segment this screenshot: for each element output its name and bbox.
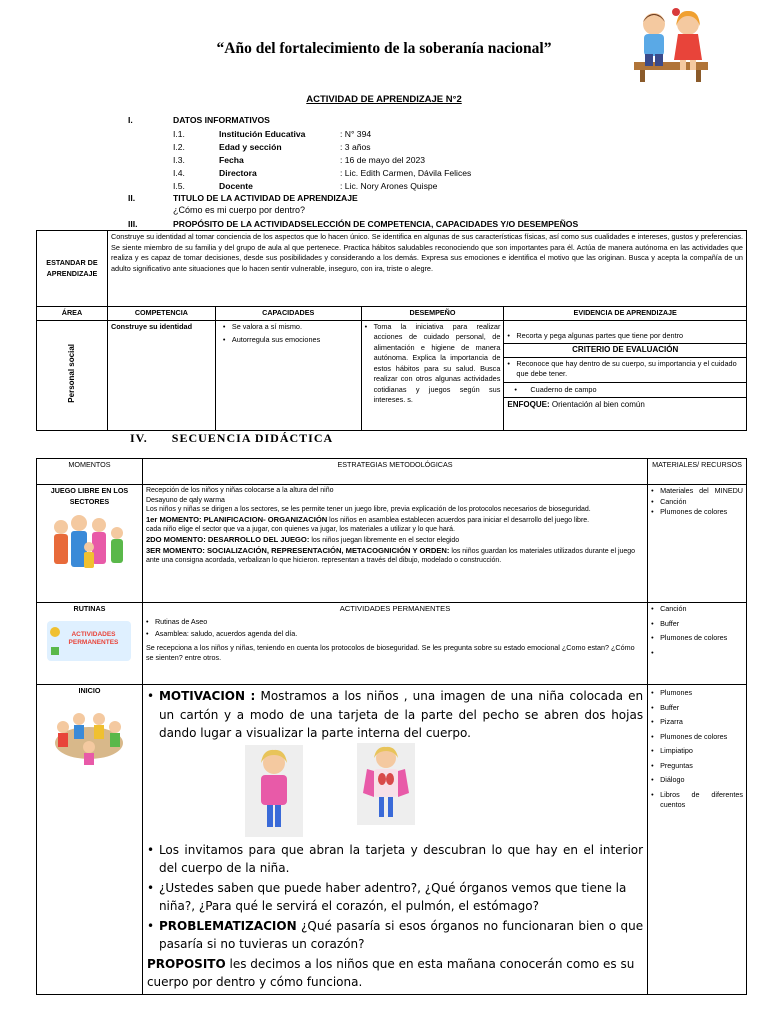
instrumento-box	[504, 383, 746, 399]
desempeno-text: • Toma la iniciativa para realizar acciones de cuidado personal, de alimentación e higiene de manera autónoma. Explica la importancia de estos hábitos para su salud. Busca realizar con otros algunas actividades cotidianas y juegos según sus intereses. s.	[365, 322, 501, 406]
header-evidencia: EVIDENCIA DE APRENDIZAJE	[504, 307, 747, 321]
info-number: I.5.	[173, 181, 185, 191]
inicio-strategies-cell	[142, 685, 647, 995]
rutinas-title: ACTIVIDADES PERMANENTES	[339, 604, 451, 613]
competencia-cell: Construye su identidad	[107, 320, 215, 430]
info-number: I.2.	[173, 142, 185, 152]
material-item: • Preguntas	[651, 759, 743, 774]
rutinas-materials-cell	[648, 603, 747, 685]
info-label: Edad y sección	[219, 142, 282, 152]
activity-title: ACTIVIDAD DE APRENDIZAJE N°2	[306, 94, 462, 105]
children-on-bench-illustration	[628, 4, 714, 84]
material-item: • Plumones	[651, 686, 743, 701]
juego-moment-cell	[37, 485, 143, 603]
section-2-number: II.	[128, 193, 136, 203]
motivacion-item: • MOTIVACION : Mostramos a los niños , una imagen de una niña colocada en un cartón y a modo de una tarjeta de la parte del pecho se abren dos hojas dando lugar a visualizar la parte interna del cuerpo.	[147, 687, 643, 743]
criterio-text: • Reconoce que hay dentro de su cuerpo, su importancia y el cuidado que debe tener.	[507, 359, 743, 380]
invitation-item: • Los invitamos para que abran la tarjeta y descubran lo que hay en el interior del cuerpo de la niña.	[147, 841, 643, 878]
inicio-materials-cell	[648, 685, 747, 995]
section-3-number: III.	[128, 219, 138, 229]
info-number: I.1.	[173, 129, 185, 139]
capacidad-item: • Se valora a sí mismo.	[223, 322, 358, 333]
section-1-number: I.	[128, 115, 133, 125]
header-estrategias: ESTRATEGIAS METODOLÓGICAS	[142, 459, 647, 485]
material-item: • Plumones de colores	[651, 507, 743, 518]
info-value: : Lic. Edith Carmen, Dávila Felices	[340, 168, 472, 178]
rutina-item: • Asamblea: saludo, acuerdos agenda del día.	[146, 629, 644, 640]
material-item: • Plumones de colores	[651, 633, 743, 644]
juego-libre-row	[37, 485, 747, 603]
section-3-title: PROPÓSITO DE LA ACTIVIDADSELECCIÓN DE COMPETENCIA, CAPACIDADES Y/O DESEMPEÑOS	[173, 219, 579, 229]
sequence-table	[36, 458, 747, 995]
rutinas-moment-cell	[37, 603, 143, 685]
banner-text: ACTIVIDADES PERMANENTES	[68, 630, 119, 646]
header-desempeno: DESEMPEÑO	[361, 307, 504, 321]
material-item: • Canción	[651, 604, 743, 615]
header-momentos: MOMENTOS	[37, 459, 143, 485]
info-list	[0, 128, 768, 193]
section-4-title: SECUENCIA DIDÁCTICA	[171, 431, 334, 445]
juego-strategies-cell	[142, 485, 647, 603]
proposito-text: PROPOSITO les decimos a los niños que en esta mañana conocerán como es su cuerpo por dentro y cómo funciona.	[146, 956, 635, 989]
area-text: Personal social	[66, 343, 76, 403]
info-number: I.4.	[173, 168, 185, 178]
juego-materials-cell	[648, 485, 747, 603]
header-area: ÁREA	[37, 307, 108, 321]
capacidades-cell	[215, 320, 361, 430]
header-capacidades: CAPACIDADES	[215, 307, 361, 321]
inicio-row	[37, 685, 747, 995]
juego-line: Los niños y niñas se dirigen a los sectores, se les permite tener un juego libre, previa explicación de los protocolos necesarios de bioseguridad.	[145, 506, 591, 514]
girl-card-closed-image	[245, 745, 303, 837]
juego-moment-label: JUEGO LIBRE EN LOS SECTORES	[50, 486, 129, 506]
material-item: • Plumones de colores	[651, 730, 743, 745]
juego-line: Recepción de los niños y niñas colocarse a la altura del niño	[145, 487, 334, 494]
standard-row	[37, 231, 747, 307]
evidencia-cell	[504, 320, 747, 430]
actividades-permanentes-banner	[47, 621, 131, 661]
activity-question: ¿Cómo es mi cuerpo por dentro?	[173, 205, 306, 215]
section-4-number: IV.	[130, 431, 148, 445]
evidencia-box	[504, 321, 746, 345]
children-circle-illustration	[49, 703, 129, 767]
material-item: • Materiales del MINEDU	[651, 486, 743, 497]
criterio-title: CRITERIO DE EVALUACIÓN	[504, 344, 746, 358]
juego-moment-1: 1er MOMENTO: PLANIFICACION- ORGANIZACIÓN los niños en asamblea establecen acuerdos para iniciar el desarrollo del juego libre.	[145, 514, 590, 524]
instrumento-text: • Cuaderno de campo	[514, 385, 743, 396]
standard-label: ESTANDAR DE APRENDIZAJE	[37, 231, 108, 307]
problematizacion-item: • PROBLEMATIZACION ¿Qué pasaría si esos órganos no funcionaran bien o que pasaría si no tuvieras un corazón?	[147, 917, 643, 954]
info-label: Directora	[219, 168, 257, 178]
sun-icon	[50, 627, 60, 637]
material-item: • Libros de diferentes cuentos	[651, 790, 743, 811]
section-1-title: DATOS INFORMATIVOS	[173, 115, 270, 125]
competency-header-row	[37, 307, 747, 321]
material-item: • Buffer	[651, 619, 743, 630]
rutinas-row	[37, 603, 747, 685]
material-item: • Limpiatipo	[651, 744, 743, 759]
section-2-title: TITULO DE LA ACTIVIDAD DE APRENDIZAJE	[173, 193, 358, 203]
juego-moment-2: 2DO MOMENTO: DESARROLLO DEL JUEGO: los niños juegan libremente en el sector elegido	[145, 534, 460, 544]
material-item: • Canción	[651, 497, 743, 508]
area-cell	[37, 320, 108, 430]
material-item: • Diálogo	[651, 773, 743, 788]
document-motto: “Año del fortalecimiento de la soberanía nacional”	[216, 40, 552, 57]
juego-moment-3: 3ER MOMENTO: SOCIALIZACIÓN, REPRESENTACIÓN, METACOGNICIÓN Y ORDEN: los niños guardan los materiales utilizados durante el juego ante una consigna acordada, verbalizan lo que hicieron. representan a través del dibujo, modelado o construcción.	[145, 545, 636, 565]
enfoque-text: Orientación al bien común	[549, 400, 645, 409]
criterio-box	[504, 358, 746, 383]
competency-table	[36, 230, 747, 431]
info-label: Institución Educativa	[219, 129, 306, 139]
questions-item: • ¿Ustedes saben que puede haber adentro?, ¿Qué órganos vemos que tiene la niña?, ¿Para qué le servirá el corazón, el pulmón, el estómago?	[147, 879, 643, 916]
block-icon	[51, 647, 59, 655]
desempeno-cell	[361, 320, 504, 430]
rutinas-strategies-cell	[142, 603, 647, 685]
info-value: : N° 394	[340, 129, 372, 139]
juego-moment-1-extra: cada niño elige el sector que va a jugar, con quienes va jugar, los materiales a utilizar y lo que hará.	[145, 526, 455, 534]
evidencia-text: • Recorta y pega algunas partes que tiene por dentro	[507, 331, 743, 342]
header-materiales: MATERIALES/ RECURSOS	[648, 459, 747, 485]
enfoque-box	[504, 398, 746, 413]
rutina-item: • Rutinas de Aseo	[146, 617, 644, 628]
material-item: • Pizarra	[651, 715, 743, 730]
inicio-moment-label: INICIO	[78, 686, 101, 695]
competency-row	[37, 320, 747, 430]
info-value: : 3 años	[340, 142, 371, 152]
family-illustration	[47, 513, 131, 573]
rutinas-moment-label: RUTINAS	[73, 604, 106, 613]
info-number: I.3.	[173, 155, 185, 165]
capacidad-item: • Autorregula sus emociones	[223, 335, 358, 346]
info-label: Docente	[219, 181, 253, 191]
info-value: : 16 de mayo del 2023	[340, 155, 426, 165]
girl-cards-area	[147, 743, 643, 841]
enfoque-label: ENFOQUE:	[507, 400, 550, 409]
info-value: : Lic. Nory Arones Quispe	[340, 181, 438, 191]
header-competencia: COMPETENCIA	[107, 307, 215, 321]
section-4-heading	[130, 431, 333, 446]
material-item: • Buffer	[651, 701, 743, 716]
sequence-header-row	[37, 459, 747, 485]
inicio-moment-cell	[37, 685, 143, 995]
rutinas-text: Se recepciona a los niños y niñas, teniendo en cuenta los protocolos de bioseguridad. Se les pregunta sobre su estado emocional ¿Como estan? ¿Cómo se sienten? entre otros.	[145, 642, 635, 662]
standard-text: Construye su identidad al tomar conciencia de los aspectos que lo hacen único. Se identifica en algunas de sus características físicas, así como sus cualidades e intereses, gustos y preferencias. Se siente miembro de su familia y del grupo de aula al que pertenece. Practica hábitos saludables reconociendo que son importantes para él. Actúa de manera autónoma en las actividades que realiza y es capaz de tomar decisiones, desde sus posibilidades y considerando a los demás. Expresa sus emociones e identifica el motivo que las originan. Busca y acepta la compañía de un adulto significativo ante situaciones que lo hacen sentir vulnerable, inseguro, con ira, triste o alegre.	[107, 231, 746, 307]
info-label: Fecha	[219, 155, 244, 165]
juego-line: Desayuno de qaly warma	[145, 496, 225, 504]
girl-card-open-image	[357, 743, 415, 825]
